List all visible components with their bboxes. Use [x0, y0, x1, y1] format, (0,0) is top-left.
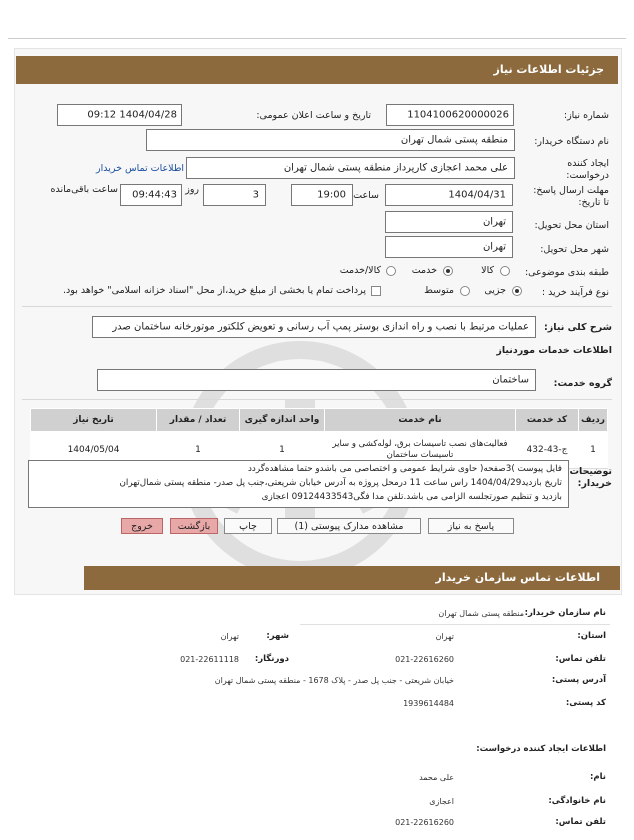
cell-row-number: 1 — [579, 432, 608, 469]
buyer-org-field[interactable]: منطقه پستی شمال تهران — [146, 129, 515, 151]
notes-line-3: بازدید و تنظیم صورتجلسه الزامی می باشد.تلفن مدا فگی09124433543 اعجازی — [261, 492, 562, 502]
creator-phone-label: تلفن تماس: — [555, 817, 606, 827]
city-label: شهر محل تحویل: — [540, 244, 609, 255]
process-minor-label: جزیی — [484, 285, 506, 296]
contact-org-label: نام سازمان خریدار: — [524, 608, 606, 618]
details-header — [16, 56, 618, 84]
contact-address-value: خیابان شریعتی - جنب پل صدر - پلاک 1678 - منطقه پستی شمال تهران — [214, 676, 454, 685]
contact-province-value: تهران — [435, 632, 454, 641]
notes-line-2: تاریخ بازدید1404/04/29 راس ساعت 11 درمحل پروژه به آدرس خیابان شریعتی،جنب پل صدر- منطقه پستی شمال‌تهران — [119, 478, 562, 488]
contact-phone-value: 021-22616260 — [395, 655, 454, 664]
col-need-date: تاریخ نیاز — [31, 409, 157, 432]
cell-service-name: فعالیت‌های نصب تاسیسات برق، لوله‌کشی و سایر تاسیسات ساختمان — [325, 432, 516, 469]
creator-family-value: اعجازی — [429, 797, 454, 806]
services-heading: اطلاعات خدمات موردنیاز — [496, 345, 612, 356]
contact-phone-label: تلفن تماس: — [555, 654, 606, 664]
reply-button[interactable]: پاسخ به نیاز — [428, 518, 514, 534]
col-unit: واحد اندازه گیری — [240, 409, 325, 432]
deadline-time-label: ساعت — [353, 190, 379, 201]
creator-name-value: علی محمد — [419, 773, 454, 782]
process-medium-label: متوسط — [424, 285, 454, 296]
summary-label: شرح کلی نیاز: — [543, 322, 612, 333]
col-service-code: کد خدمت — [516, 409, 579, 432]
creator-phone-value: 021-22616260 — [395, 818, 454, 827]
col-service-name: نام خدمت — [325, 409, 516, 432]
col-quantity: تعداد / مقدار — [157, 409, 240, 432]
contact-header — [84, 566, 620, 590]
attachments-button[interactable]: مشاهده مدارک پیوستی (1) — [277, 518, 421, 534]
remaining-field: 09:44:43 — [120, 184, 182, 206]
contact-province-label: استان: — [577, 631, 606, 641]
category-both-label: کالا/خدمت — [339, 265, 381, 276]
contact-title: اطلاعات تماس سازمان خریدار — [435, 571, 600, 584]
creator-name-label: نام: — [589, 772, 606, 782]
remaining-label: ساعت باقی‌مانده — [50, 184, 118, 195]
deadline-label: مهلت ارسال پاسخ: تا تاریخ: — [533, 185, 609, 208]
service-group-label: گروه خدمت: — [553, 378, 612, 389]
details-title: جزئیات اطلاعات نیاز — [493, 63, 604, 76]
payment-checkbox[interactable] — [371, 286, 381, 296]
category-label: طبقه بندی موضوعی: — [524, 267, 609, 278]
payment-note: پرداخت تمام یا بخشی از مبلغ خرید،از محل "اسناد خزانه اسلامی" خواهد بود. — [63, 285, 366, 296]
top-divider — [8, 38, 626, 39]
divider — [22, 399, 612, 400]
deadline-date-field[interactable]: 1404/04/31 — [385, 184, 513, 206]
category-khedmat-radio[interactable] — [443, 266, 453, 276]
contact-org-value: منطقه پستی شمال تهران — [438, 609, 524, 618]
days-field[interactable]: 3 — [203, 184, 266, 206]
notes-line-1: فایل پیوست )3صفحه( حاوی شرایط عمومی و اختصاصی می باشدو حتما مشاهده‌گردد — [248, 464, 562, 474]
notes-field — [28, 460, 569, 508]
col-row-number: ردیف — [579, 409, 608, 432]
process-medium-radio[interactable] — [460, 286, 470, 296]
days-label: روز — [185, 184, 199, 195]
contact-postal-value: 1939614484 — [403, 699, 454, 708]
deadline-time-field[interactable]: 19:00 — [291, 184, 353, 206]
need-number-label: شماره نیاز: — [563, 110, 609, 121]
print-button[interactable]: چاپ — [224, 518, 272, 534]
contact-address-label: آدرس پستی: — [551, 675, 606, 685]
divider — [22, 306, 612, 307]
cell-service-code: ج-43-432 — [516, 432, 579, 469]
creator-family-label: نام خانوادگی: — [548, 796, 606, 806]
back-button[interactable]: بازگشت — [170, 518, 218, 534]
cell-unit: 1 — [240, 432, 325, 469]
contact-fax-label: دورنگار: — [254, 654, 289, 664]
process-label: نوع فرآیند خرید : — [541, 287, 609, 298]
contact-city-label: شهر: — [266, 631, 289, 641]
contact-city-value: تهران — [220, 632, 239, 641]
service-group-field: ساختمان — [97, 369, 536, 391]
contact-postal-label: کد پستی: — [565, 698, 606, 708]
category-khedmat-label: خدمت — [411, 265, 437, 276]
process-minor-radio[interactable] — [512, 286, 522, 296]
creator-label: ایجاد کننده درخواست: — [566, 158, 609, 181]
summary-field: عملیات مرتبط با نصب و راه اندازی بوستر پمپ آب رسانی و تعویض کلکتور موتورخانه ساختمان صدر — [92, 316, 536, 338]
city-field[interactable]: تهران — [385, 236, 513, 258]
cell-quantity: 1 — [157, 432, 240, 469]
category-kala-label: کالا — [481, 265, 494, 276]
exit-button[interactable]: خروج — [121, 518, 163, 534]
creator-info-heading: اطلاعات ایجاد کننده درخواست: — [476, 744, 606, 754]
announce-label: تاریخ و ساعت اعلان عمومی: — [256, 110, 371, 121]
province-label: استان محل تحویل: — [534, 220, 609, 231]
creator-field[interactable]: علی محمد اعجازی کارپرداز منطقه پستی شمال تهران — [186, 157, 515, 179]
notes-label: توضیحات خریدار: — [569, 466, 612, 489]
province-field[interactable]: تهران — [385, 211, 513, 233]
need-number-field[interactable]: 1104100620000026 — [386, 104, 514, 126]
separator — [300, 624, 610, 625]
buyer-org-label: نام دستگاه خریدار: — [534, 136, 609, 147]
buyer-contact-link[interactable]: اطلاعات تماس خریدار — [96, 163, 185, 174]
announce-field[interactable]: 1404/04/28 09:12 — [57, 104, 182, 126]
category-both-radio[interactable] — [386, 266, 396, 276]
cell-need-date: 1404/05/04 — [31, 432, 157, 469]
contact-fax-value: 021-22611118 — [180, 655, 239, 664]
category-kala-radio[interactable] — [500, 266, 510, 276]
table-header-row — [31, 409, 608, 432]
